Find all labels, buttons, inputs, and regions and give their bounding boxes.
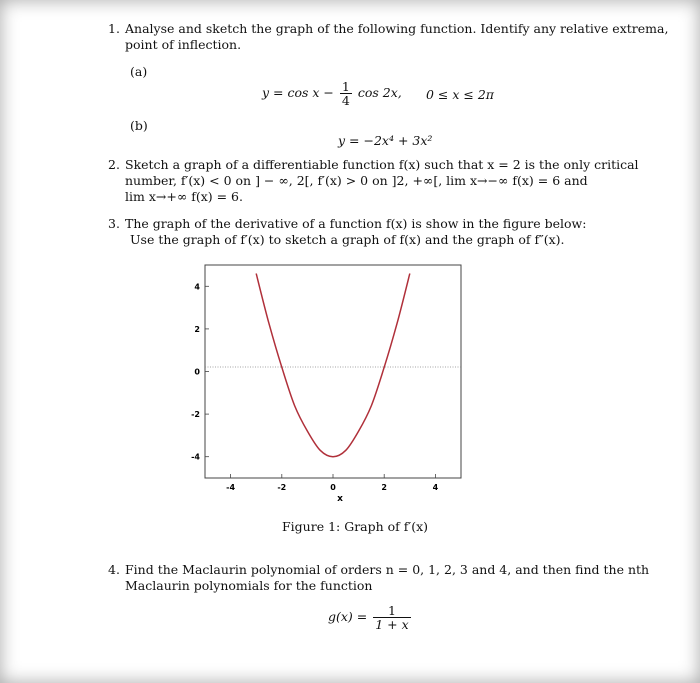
q1-text-line2: point of inflection. <box>125 37 242 52</box>
x-tick-label: 2 <box>381 483 387 492</box>
g-frac-num: 1 <box>373 604 410 618</box>
eq-a-right: cos 2x, <box>357 85 402 100</box>
x-tick-label: -2 <box>277 483 287 492</box>
q1-text-line1: Analyse and sketch the graph of the following function. Identify any relative extrema, <box>125 21 669 36</box>
q2-text-line1: Sketch a graph of a differentiable function f(x) such that x = 2 is the only critical <box>125 157 639 172</box>
q4-function <box>328 603 413 631</box>
x-ticks <box>226 474 438 492</box>
x-axis-label: x <box>337 494 343 504</box>
eq-a-left: y = cos x − <box>262 85 334 100</box>
q1-equation-b: y = −2x⁴ + 3x² <box>338 133 433 148</box>
derivative-graph <box>185 255 475 505</box>
y-ticks <box>191 282 209 461</box>
q2-number: 2. <box>108 157 120 172</box>
x-tick-label: 4 <box>432 483 439 492</box>
g-frac-den: 1 + x <box>375 617 409 632</box>
x-tick-label: -4 <box>226 483 236 492</box>
q3-number: 3. <box>108 216 120 231</box>
derivative-curve <box>256 274 410 457</box>
q1-equation-a-domain: 0 ≤ x ≤ 2π <box>426 87 495 102</box>
q2-text-line2: number, f′(x) < 0 on ] − ∞, 2[, f′(x) > 0 on ]2, +∞[, lim x→−∞ f(x) = 6 and <box>125 173 588 188</box>
q4-text-line1: Find the Maclaurin polynomial of orders n = 0, 1, 2, 3 and 4, and then find the nth <box>125 562 650 577</box>
plot-frame <box>205 265 461 478</box>
g-fraction <box>373 604 410 631</box>
q2-text-line3: lim x→+∞ f(x) = 6. <box>125 189 243 204</box>
figure-caption: Figure 1: Graph of f′(x) <box>282 519 429 534</box>
q1-number: 1. <box>108 21 120 36</box>
q1-part-a-label: (a) <box>130 64 148 79</box>
y-tick-label: 2 <box>194 324 200 334</box>
y-tick-label: 0 <box>194 367 200 377</box>
eq-a-fraction <box>340 80 352 107</box>
q1-equation-a <box>262 80 402 107</box>
y-tick-label: -4 <box>191 452 200 462</box>
eq-a-frac-den: 4 <box>341 93 350 108</box>
y-tick-label: -2 <box>191 410 200 420</box>
q4-number: 4. <box>108 562 120 577</box>
q3-text-line2: Use the graph of f′(x) to sketch a graph of f(x) and the graph of f″(x). <box>130 232 565 247</box>
q4-text-line2: Maclaurin polynomials for the function <box>125 578 373 593</box>
g-left: g(x) = <box>328 609 368 624</box>
x-tick-label: 0 <box>330 483 336 492</box>
q3-text-line1: The graph of the derivative of a function f(x) is show in the figure below: <box>125 216 587 231</box>
eq-a-frac-num: 1 <box>341 79 350 94</box>
y-tick-label: 4 <box>194 282 200 292</box>
q1-part-b-label: (b) <box>130 118 148 133</box>
